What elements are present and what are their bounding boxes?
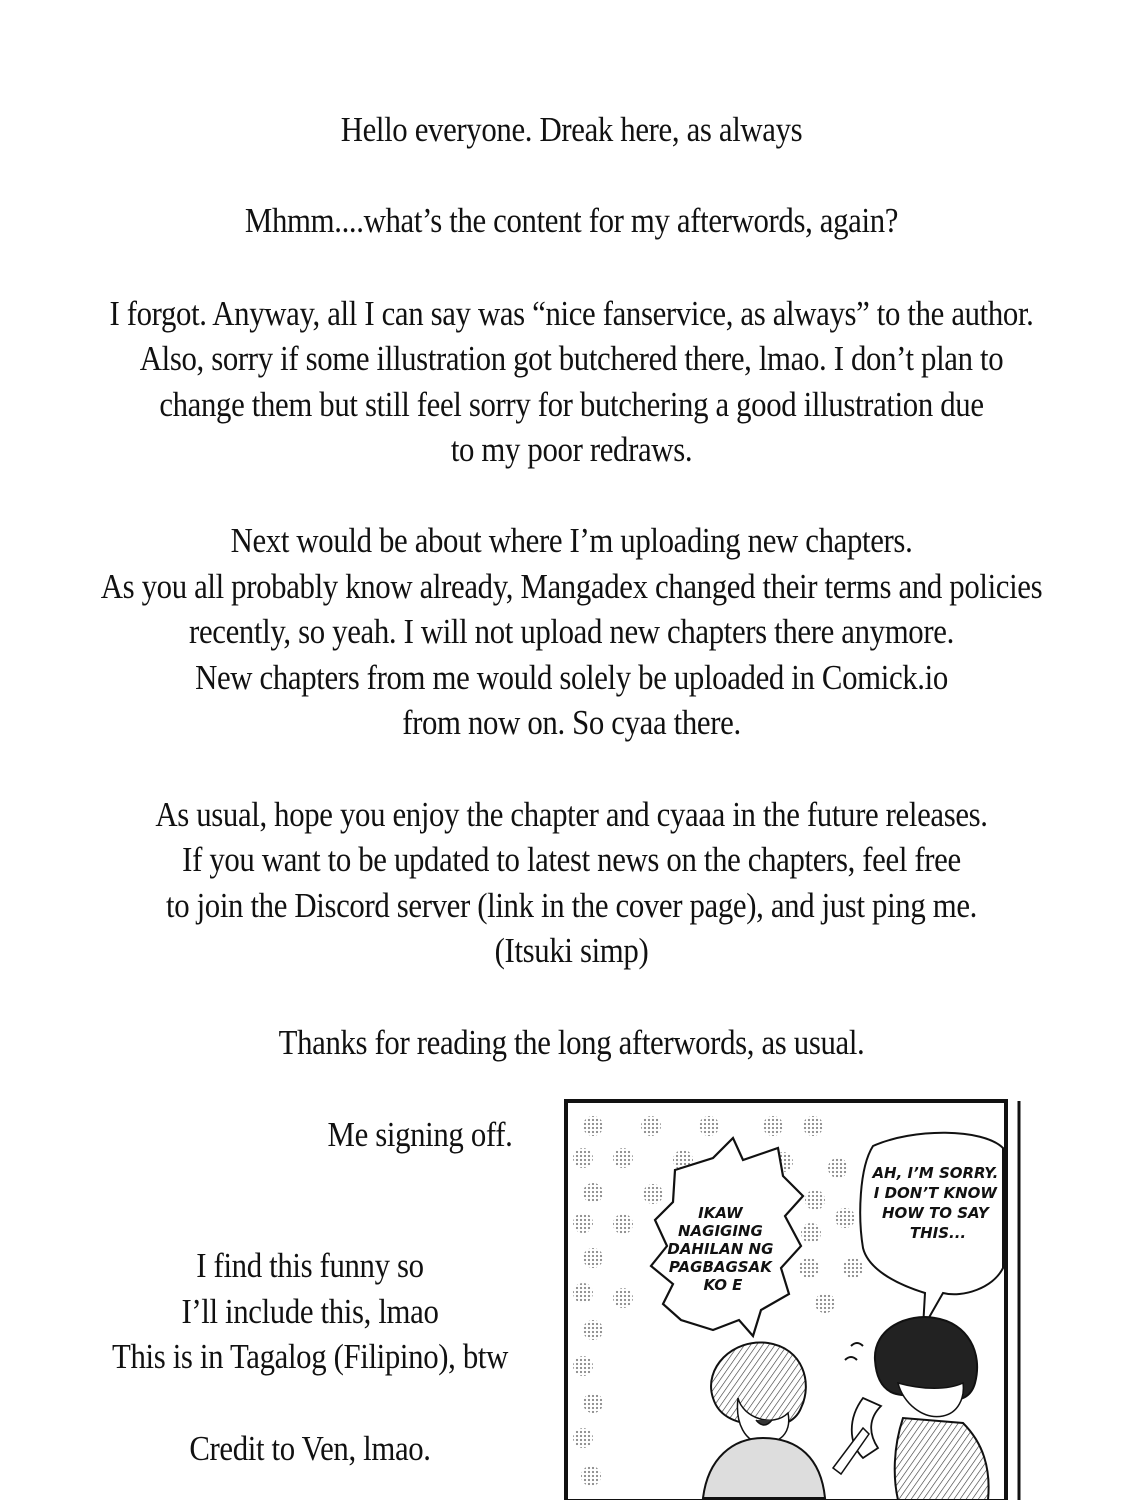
funny-note-line: I find this funny so [196, 1246, 424, 1285]
text-line: Next would be about where I’m uploading new chapters. [230, 521, 913, 560]
text-line: I forgot. Anyway, all I can say was “nice fanservice, as always” to the author. [109, 294, 1034, 333]
text-line: Hello everyone. Dreak here, as always [340, 110, 803, 149]
text-line: New chapters from me would solely be uploaded in Comick.io [195, 658, 948, 697]
right-bubble-text: AH, I’M SORRY. I DON’T KNOW HOW TO SAY THIS... [872, 1164, 999, 1242]
text-line: As you all probably know already, Mangadex changed their terms and policies [100, 567, 1043, 606]
text-line: (Itsuki simp) [494, 931, 649, 970]
text-line: If you want to be updated to latest news on the chapters, feel free [182, 840, 961, 879]
text-line: to join the Discord server (link in the cover page), and just ping me. [165, 886, 978, 925]
funny-note-line: This is in Tagalog (Filipino), btw [112, 1337, 508, 1376]
text-line: from now on. So cyaa there. [402, 703, 741, 742]
text-line: Also, sorry if some illustration got butchered there, lmao. I don’t plan to [139, 339, 1004, 378]
text-line: change them but still feel sorry for butchering a good illustration due [159, 385, 984, 424]
sign-off-text: Me signing off. [327, 1115, 513, 1154]
manga-illustration [563, 1098, 1025, 1500]
funny-note-line: I’ll include this, lmao [181, 1292, 439, 1331]
text-line: As usual, hope you enjoy the chapter and cyaaa in the future releases. [155, 795, 988, 834]
text-line: Mhmm....what’s the content for my afterwords, again? [244, 201, 899, 240]
manga-panel [563, 1098, 1025, 1500]
text-line: recently, so yeah. I will not upload new chapters there anymore. [189, 612, 954, 651]
credit-text: Credit to Ven, lmao. [189, 1429, 431, 1468]
text-line: to my poor redraws. [450, 430, 693, 469]
left-bubble-text: IKAW NAGIGING DAHILAN NG PAGBAGSAK KO E [667, 1204, 774, 1294]
text-line: Thanks for reading the long afterwords, as usual. [278, 1023, 865, 1062]
